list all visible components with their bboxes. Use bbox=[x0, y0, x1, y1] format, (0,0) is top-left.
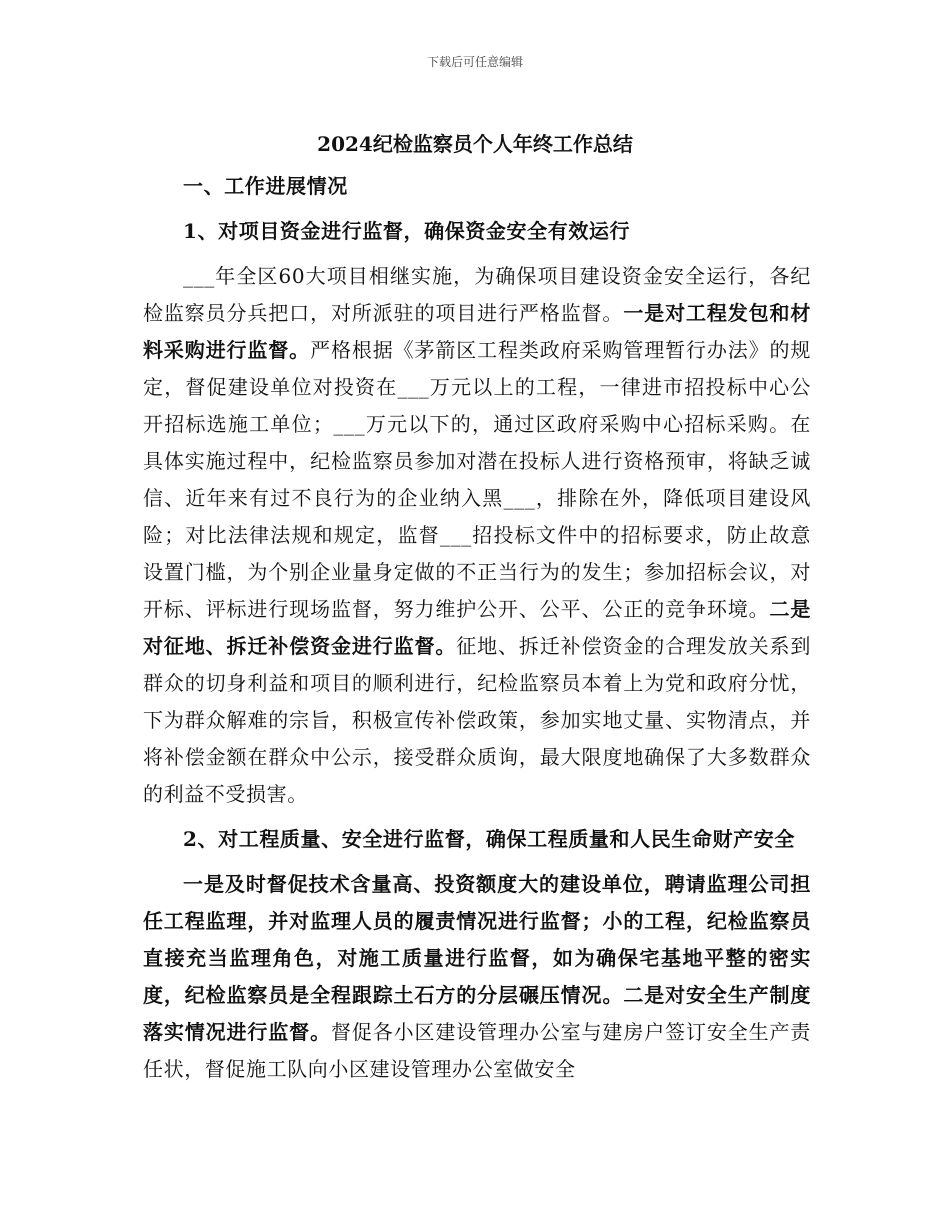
paragraph-1-text-a: ___年全区60大项目相继实施，为确保项目建设资金安全运行，各纪检监察员分兵把口，对所派驻的项目进行严格监督。 bbox=[143, 264, 811, 325]
document-body bbox=[143, 168, 811, 1096]
paragraph-1-text-c: 征地、拆迁补偿资金的合理发放关系到群众的切身利益和项目的顺利进行，纪检监察员本着上为党和政府分忧，下为群众解难的宗旨，积极宣传补偿政策，参加实地丈量、实物清点，并将补偿金额在群众中公示，接受群众质询，最大限度地确保了大多数群众的利益不受损害。 bbox=[143, 634, 812, 806]
subsection-heading-1: 1、对项目资金进行监督，确保资金安全有效运行 bbox=[183, 219, 631, 243]
section-heading: 一、工作进展情况 bbox=[183, 174, 348, 198]
page-header-note: 下载后可任意编辑 bbox=[426, 55, 523, 69]
paragraph-2 bbox=[143, 866, 811, 1088]
paragraph-1-bold-a: 一是对工程发包和材料采购进行监督。 bbox=[143, 301, 811, 362]
paragraph-1 bbox=[143, 258, 811, 813]
subsection-heading-2: 2、对工程质量、安全进行监督，确保工程质量和人民生命财产安全 bbox=[183, 827, 795, 851]
paragraph-1-bold-b: 二是对征地、拆迁补偿资金进行监督。 bbox=[143, 597, 811, 658]
paragraph-1-text-b: 严格根据《茅箭区工程类政府采购管理暂行办法》的规定，督促建设单位对投资在___万元以上的工程，一律进市招投标中心公开招标选施工单位；___万元以下的，通过区政府采购中心招标采购。在具体实施过程中，纪检监察员参加对潜在投标人进行资格预审，将缺乏诚信、近年来有过不良行为的企业纳入黑___，排除在外，降低项目建设风险；对比法律法规和规定，监督___招投标文件中的招标要求，防止故意设置门槛，为个别企业量身定做的不正当行为的发生；参加招标会议，对开标、评标进行现场监督，努力维护公开、公平、公正的竞争环境。 bbox=[143, 338, 811, 621]
document-title: 2024纪检监察员个人年终工作总结 bbox=[317, 132, 633, 156]
paragraph-2-bold-a: 一是及时督促技术含量高、投资额度大的建设单位，聘请监理公司担任工程监理，并对监理人员的履责情况进行监督；小的工程，纪检监察员直接充当监理角色，对施工质量进行监督，如为确保宅基地平整的密实度，纪检监察员是全程跟踪土石方的分层碾压情况。二是对安全生产制度落实情况进行监督。 bbox=[143, 872, 811, 1044]
paragraph-2-text-a: 督促各小区建设管理办公室与建房户签订安全生产责任状，督促施工队向小区建设管理办公室做安全 bbox=[143, 1020, 811, 1081]
